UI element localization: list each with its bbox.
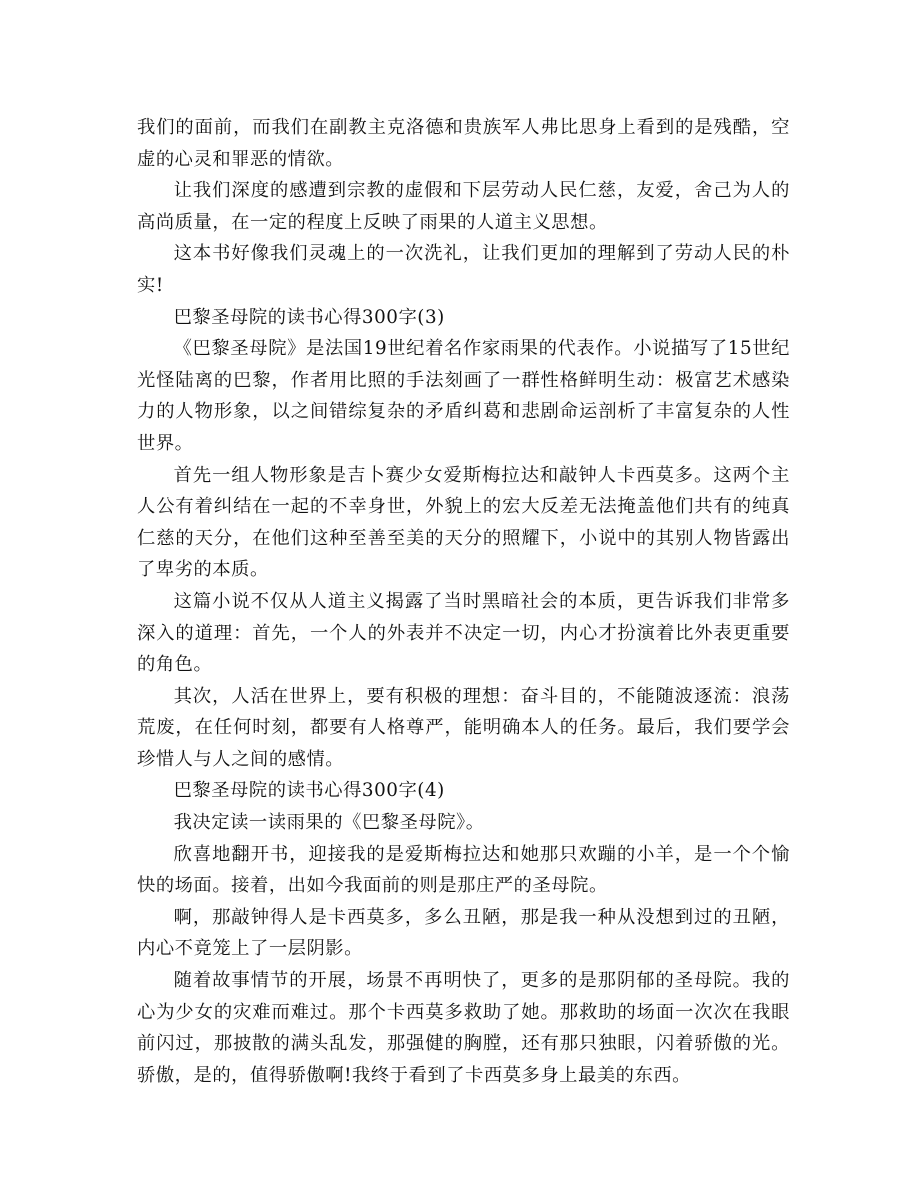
paragraph: 其次，人活在世界上，要有积极的理想：奋斗目的，不能随波逐流：浪荡荒废，在任何时刻，都要有人格尊严，能明确本人的任务。最后，我们要学会珍惜人与人之间的感情。: [137, 685, 790, 770]
section-heading: 巴黎圣母院的读书心得300字(4): [173, 780, 445, 802]
paragraph: 欣喜地翻开书，迎接我的是爱斯梅拉达和她那只欢蹦的小羊，是一个个愉快的场面。接着，出如今我面前的则是那庄严的圣母院。: [137, 843, 790, 897]
paragraph: 让我们深度的感遭到宗教的虚假和下层劳动人民仁慈，友爱，舍己为人的高尚质量，在一定的程度上反映了雨果的人道主义思想。: [137, 180, 790, 233]
paragraph-continuation: 我们的面前，而我们在副教主克洛德和贵族军人弗比思身上看到的是残酷，空虚的心灵和罪恶的情欲。: [137, 117, 790, 170]
paragraph: 这篇小说不仅从人道主义揭露了当时黑暗社会的本质，更告诉我们非常多深入的道理：首先，一个人的外表并不决定一切，内心才扮演着比外表更重要的角色。: [137, 590, 790, 676]
paragraph: 《巴黎圣母院》是法国19世纪着名作家雨果的代表作。小说描写了15世纪光怪陆离的巴黎，作者用比照的手法刻画了一群性格鲜明生动：极富艺术感染力的人物形象，以之间错综复杂的矛盾纠葛和悲剧命运剖析了丰富复杂的人性世界。: [137, 338, 790, 454]
paragraph: 首先一组人物形象是吉卜赛少女爱斯梅拉达和敲钟人卡西莫多。这两个主人公有着纠结在一起的不幸身世，外貌上的宏大反差无法掩盖他们共有的纯真仁慈的天分，在他们这种至善至美的天分的照耀下，小说中的其别人物皆露出了卑劣的本质。: [137, 464, 790, 581]
paragraph: 这本书好像我们灵魂上的一次洗礼，让我们更加的理解到了劳动人民的朴实!: [137, 243, 790, 296]
paragraph: 我决定读一读雨果的《巴黎圣母院》。: [173, 812, 485, 834]
document-body: [137, 112, 790, 1091]
paragraph: 啊，那敲钟得人是卡西莫多，多么丑陋，那是我一种从没想到过的丑陋，内心不竟笼上了一层阴影。: [137, 906, 790, 960]
paragraph: 随着故事情节的开展，场景不再明快了，更多的是那阴郁的圣母院。我的心为少女的灾难而难过。那个卡西莫多救助了她。那救助的场面一次次在我眼前闪过，那披散的满头乱发，那强健的胸膛，还有那只独眼，闪着骄傲的光。骄傲，是的，值得骄傲啊!我终于看到了卡西莫多身上最美的东西。: [137, 970, 790, 1086]
section-heading: 巴黎圣母院的读书心得300字(3): [173, 306, 445, 328]
